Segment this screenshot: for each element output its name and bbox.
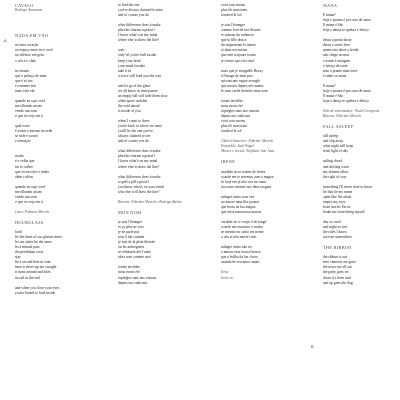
lyric-line: vendo um som bbox=[15, 108, 37, 113]
song-title: FALL ASLEEP bbox=[323, 124, 354, 130]
lyric-line: o amour essa trouve houve bbox=[221, 250, 261, 255]
lyric-line: no amore uma flor pousar bbox=[221, 199, 260, 204]
song-title: CAVALO bbox=[15, 3, 34, 8]
song-title: IRENE bbox=[221, 159, 236, 165]
lyric-line: wait bbox=[118, 48, 125, 53]
lyric-line: let the heart of our glasses meet bbox=[15, 235, 62, 240]
lyric-line: open like I'm alone bbox=[323, 194, 352, 199]
lyric-line: who else will draw the line? bbox=[118, 189, 160, 194]
lyric-line: you're bound to look inside bbox=[15, 290, 56, 295]
credit-line: Ukulele batteries: Fabrizio Moretti bbox=[221, 139, 273, 144]
lyric-line: and let go of the glass bbox=[118, 83, 151, 88]
lyric-line: the pendulum sway bbox=[15, 250, 44, 255]
lyric-line: vendo um som bbox=[15, 194, 37, 199]
lyric-line: no meu coração bbox=[15, 43, 39, 48]
lyric-line: milagre sento seus vez bbox=[221, 194, 255, 199]
lyric-line: the ribbon is out bbox=[323, 255, 348, 260]
lyric-line: keep your head bbox=[118, 58, 141, 63]
lyric-line: voici tout moins bbox=[221, 3, 245, 7]
lyric-line: tanto tem vão bbox=[15, 88, 36, 93]
lyric-line: what difference does it make bbox=[118, 149, 161, 154]
lyric-line: que seria uma nossa marrar bbox=[221, 209, 262, 214]
lyric-line: the news are all out bbox=[323, 265, 352, 270]
lyric-line: mas o pranto mau forte bbox=[323, 68, 358, 73]
credit-line: Rodrigo Amarante bbox=[15, 8, 43, 13]
lyric-line: hoje a dança te quebra e feitiço bbox=[323, 98, 369, 103]
lyric-line: toutes terribles bbox=[221, 98, 243, 103]
lyric-line: E mana é São bbox=[323, 23, 344, 28]
lyric-line: the rules I know bbox=[323, 230, 347, 235]
lyric-line: comme font de nos fleuves bbox=[221, 28, 261, 33]
lyric-line: touched le sol bbox=[221, 129, 242, 134]
lyric-line: mais que je m'appelle Bruxy bbox=[221, 68, 264, 73]
lyric-line: je ne parle pas bbox=[118, 230, 140, 235]
lyric-line: o que eu vejo em ti bbox=[15, 114, 44, 119]
lyric-line: et saisons du cadencer bbox=[221, 33, 254, 38]
lyric-line: o que eu vejo em ti bbox=[15, 199, 44, 204]
lyric-line: je trouve qui s'est tissé bbox=[221, 58, 255, 63]
lyric-line: E mana é São bbox=[323, 93, 344, 98]
lyric-line: et dans nos mains bbox=[221, 48, 248, 53]
lyric-line: what difference does it make bbox=[118, 23, 161, 28]
credit-line: Irene eu bbox=[221, 275, 234, 280]
lyric-line: to find the one bbox=[118, 3, 140, 7]
credit-line: Solo de sintetizador: Noah Georgeson bbox=[323, 108, 380, 113]
lyric-line: que eu envolvo e tenho bbox=[15, 169, 50, 174]
lyric-line: se mesmo eu canto teu nome bbox=[221, 230, 264, 235]
lyric-line: qual rosto bbox=[15, 124, 30, 129]
lyric-line: o céu te não morre cedo bbox=[221, 235, 257, 240]
lyric-line: the right of way bbox=[323, 174, 347, 179]
lyric-line: plus tôt mon train bbox=[221, 124, 248, 129]
lyric-line: touched le sol bbox=[221, 13, 242, 18]
lyric-line: you're back to where we meet bbox=[118, 124, 162, 129]
side-letter-a: A bbox=[4, 38, 7, 43]
lyric-line: it turns around and bites bbox=[15, 270, 51, 275]
credit-line: Irene bbox=[221, 270, 229, 275]
lyric-line: hold bbox=[15, 230, 22, 235]
lyric-line: me olhando assim bbox=[15, 189, 42, 194]
lyric-line: teu outro mesmo nos deus rasgam bbox=[221, 184, 272, 189]
lyric-line: se sede e sossei bbox=[15, 134, 38, 139]
lyric-line: I know what's on my mind bbox=[118, 33, 158, 38]
song-title: THE RIBBON bbox=[323, 245, 352, 251]
lyric-line: down it's been said bbox=[323, 275, 352, 280]
lyric-line: hoje a dança te quebra e feitiço bbox=[323, 28, 369, 33]
lyric-line: always claimed to see bbox=[118, 134, 151, 139]
lyric-line: we all know as time passes bbox=[118, 88, 158, 93]
lyric-line: what night will keep bbox=[323, 144, 354, 149]
lyric-line: you know what's on your mind bbox=[118, 184, 164, 189]
lyric-line: usando de seu amor amais bbox=[221, 260, 260, 265]
lyric-line: me olhando assim bbox=[15, 103, 42, 108]
lyric-line: a spell a pill a prose? bbox=[118, 179, 150, 184]
lyric-line: nous avons été bbox=[221, 103, 243, 108]
lyric-line: é a velha que bbox=[15, 159, 35, 164]
lyric-line: and up goes the flag bbox=[323, 280, 353, 285]
lyric-line: new cameras are gone bbox=[323, 260, 356, 265]
credit-line: Bateria: Fabrizio Moretti e Rodrigo Barba bbox=[118, 199, 182, 204]
lyric-line: and when you close your eyes bbox=[15, 285, 60, 290]
lyric-line: is inside of you bbox=[118, 108, 141, 113]
lyric-line: placebo charms a praise? bbox=[118, 154, 155, 159]
lyric-line: let a minute pass bbox=[15, 245, 40, 250]
lyric-line: toutes terribles bbox=[118, 265, 140, 270]
lyric-line: dessa o vento leve bbox=[323, 43, 350, 48]
lyric-line: and drifting wave bbox=[323, 164, 350, 169]
lyric-line: and slip away bbox=[323, 139, 344, 144]
lyric-line: é saber se arrast bbox=[323, 73, 347, 78]
lyric-line: quando eu sujo você bbox=[15, 184, 46, 189]
lyric-line: and night so fair bbox=[323, 225, 348, 230]
credit-line: Caso: Fabrizio Moretti bbox=[15, 209, 50, 214]
lyric-line: the party goes on bbox=[323, 270, 349, 275]
lyric-line: E mana? bbox=[323, 83, 336, 88]
lyric-line: je suis l'étranger bbox=[221, 23, 246, 28]
lyric-line: e assim é assugem bbox=[323, 58, 351, 63]
lyric-line: only 'til you're half awake bbox=[118, 53, 157, 58]
lyric-line: depuis nos radicaux bbox=[118, 280, 148, 285]
lyric-line: tout il fait comme bbox=[118, 235, 145, 240]
lyric-line: espiègles sans nos raisons bbox=[221, 108, 260, 113]
lyric-line: its tail in the end bbox=[15, 275, 40, 280]
lyric-line: stay bbox=[15, 255, 21, 260]
lyric-line: the void ahead bbox=[118, 103, 140, 108]
lyrics-column-1 bbox=[15, 3, 99, 296]
lyric-line: qui tousser depuis nos mains bbox=[221, 83, 264, 88]
lyric-line: além e além bbox=[15, 174, 33, 179]
lyric-line: tiozão bbox=[15, 154, 25, 159]
lyric-line: le seau caché derrière mon nom bbox=[221, 88, 268, 93]
lyric-line: que la fille douce bbox=[221, 38, 247, 43]
lyrics-column-4 bbox=[323, 3, 400, 286]
lyric-line: and of course you do bbox=[118, 139, 149, 144]
lyric-line: je suis l'étranger bbox=[118, 220, 143, 225]
song-title: MON NOM bbox=[118, 209, 142, 215]
lyric-line: que a brilho da luz chora bbox=[221, 255, 258, 260]
lyric-line: que é só teu bbox=[15, 78, 33, 83]
lyric-line: an empty lull will fade them slow bbox=[118, 93, 168, 98]
lyric-line: e sensação bbox=[15, 139, 31, 144]
lyric-line: hoje o pranto é pra cura de amor bbox=[323, 18, 371, 23]
lyric-line: when I count to three bbox=[118, 119, 150, 124]
lyric-line: se réduisent dès l'aube bbox=[118, 250, 151, 255]
lyrics-column-2 bbox=[118, 3, 202, 286]
lyric-line: a tarde em encontro o sonho bbox=[221, 225, 263, 230]
lyric-line: day so cruel bbox=[323, 220, 341, 225]
lyric-line: let our ashes be the same bbox=[15, 240, 52, 245]
side-letter-b: B bbox=[311, 344, 314, 349]
lyric-line: a voice will lead you the way bbox=[118, 73, 162, 78]
lyric-line: voici tout moins bbox=[221, 119, 245, 124]
lyric-line: where else to draw the line? bbox=[118, 38, 160, 43]
lyric-line: E mana? bbox=[323, 13, 336, 18]
lyric-line: suivant une vague aveugle bbox=[221, 78, 261, 83]
lyric-line: let that be my name bbox=[323, 189, 353, 194]
lyric-line: não chega no mar bbox=[323, 53, 350, 58]
lyric-line: plus tôt mon train bbox=[221, 8, 248, 13]
lyric-line: brake me from being myself bbox=[323, 209, 365, 214]
lyric-line: you'll be the one you've bbox=[118, 129, 153, 134]
lyric-line: are true somewhere bbox=[323, 235, 352, 240]
lyric-line: que o pedaço de mim bbox=[15, 73, 47, 78]
lyric-line: que brota na lua magoa bbox=[221, 204, 256, 209]
lyric-line: dessa a ponta hoste bbox=[323, 38, 352, 43]
lyric-line: verdade no te corpo é de longe bbox=[221, 220, 267, 225]
lyric-line: from light of day bbox=[323, 149, 349, 154]
lyric-line: é feitiço da sorte bbox=[323, 63, 348, 68]
lyric-line: hoje o pranto é pra cura de amor bbox=[323, 88, 371, 93]
lyric-line: depuis nos radicaux bbox=[221, 114, 251, 119]
credit-line: Mixers e vocais: Stéphane San Juan bbox=[221, 149, 275, 154]
credit-line: Ensemble: Saul Wagel bbox=[221, 144, 255, 149]
lyric-line: se hoje em já não vou no rumo bbox=[221, 179, 267, 184]
lyric-line: · bbox=[15, 13, 17, 18]
lyric-line: nous avons été bbox=[118, 270, 140, 275]
lyric-line: on les aubergistes bbox=[118, 245, 145, 250]
lyric-line: no ensino bbox=[15, 68, 30, 73]
lyrics-column-3 bbox=[221, 3, 305, 281]
song-title: NADA EM VÃO bbox=[15, 33, 49, 39]
lyric-line: et ça pèse ne vois bbox=[118, 225, 144, 230]
lyric-line: your mind forsake bbox=[118, 63, 146, 68]
lyric-line: take it in bbox=[118, 68, 131, 73]
lyric-line: fui te colher bbox=[15, 164, 33, 169]
lyric-line: let a second beat in vain bbox=[15, 260, 51, 265]
lyric-line: and of course you do bbox=[118, 13, 149, 18]
lyric-line: o céu e o chão bbox=[15, 58, 37, 63]
lyric-line: du séquestrant la tienne bbox=[221, 43, 256, 48]
lyric-line: no espaço entre eu e você bbox=[15, 48, 53, 53]
lyric-line: no silêncio em grito bbox=[15, 53, 45, 58]
lyric-line: espiègles sans nos raisons bbox=[118, 275, 157, 280]
lyric-line: from stories I'm in bbox=[323, 204, 351, 209]
lyric-line: milagre sento não ter bbox=[221, 245, 253, 250]
lyric-line: que sent toujours toutes bbox=[221, 53, 256, 58]
lyric-line: sailing cloud bbox=[323, 159, 342, 164]
lyric-line: je suis de la plaie blessée bbox=[118, 240, 155, 245]
lyric-line: é assim o mesmo da sede bbox=[15, 129, 53, 134]
credit-line: Bateria: Fabrizio Moretti bbox=[323, 114, 361, 119]
lyric-line: you've always claimed to miss bbox=[118, 8, 163, 13]
lyric-line: saudade no te tratem de frente bbox=[221, 169, 266, 174]
lyric-line: empty my eyes bbox=[323, 199, 346, 204]
song-title: MANA bbox=[323, 3, 338, 8]
lyric-line: alors sont comme moi bbox=[118, 255, 151, 260]
lyric-line: what difference does it make bbox=[118, 174, 161, 179]
lyric-line: quem raio deste a ferida bbox=[323, 48, 359, 53]
lyric-line: fall asleep bbox=[323, 134, 339, 139]
lyric-line: my dreams allow bbox=[323, 169, 349, 174]
lyric-line: e somente nós bbox=[15, 83, 36, 88]
lyric-line: quando eu sujo você bbox=[15, 98, 46, 103]
lyric-line: I know what's on my mind bbox=[118, 159, 158, 164]
lyric-line: something I'll never dare to know bbox=[323, 184, 373, 189]
lyric-line: a tarde em te seremos com a magoa bbox=[221, 174, 274, 179]
lyric-line: placebo charms a praise? bbox=[118, 28, 155, 33]
lyric-line: time is never up nor straight bbox=[15, 265, 57, 270]
lyric-line: when space unfolds bbox=[118, 98, 148, 103]
lyric-line: where else to draw the line? bbox=[118, 164, 160, 169]
song-title: HOURGLASS bbox=[15, 220, 44, 226]
lyric-line: à l'image de mon prix bbox=[221, 73, 253, 78]
